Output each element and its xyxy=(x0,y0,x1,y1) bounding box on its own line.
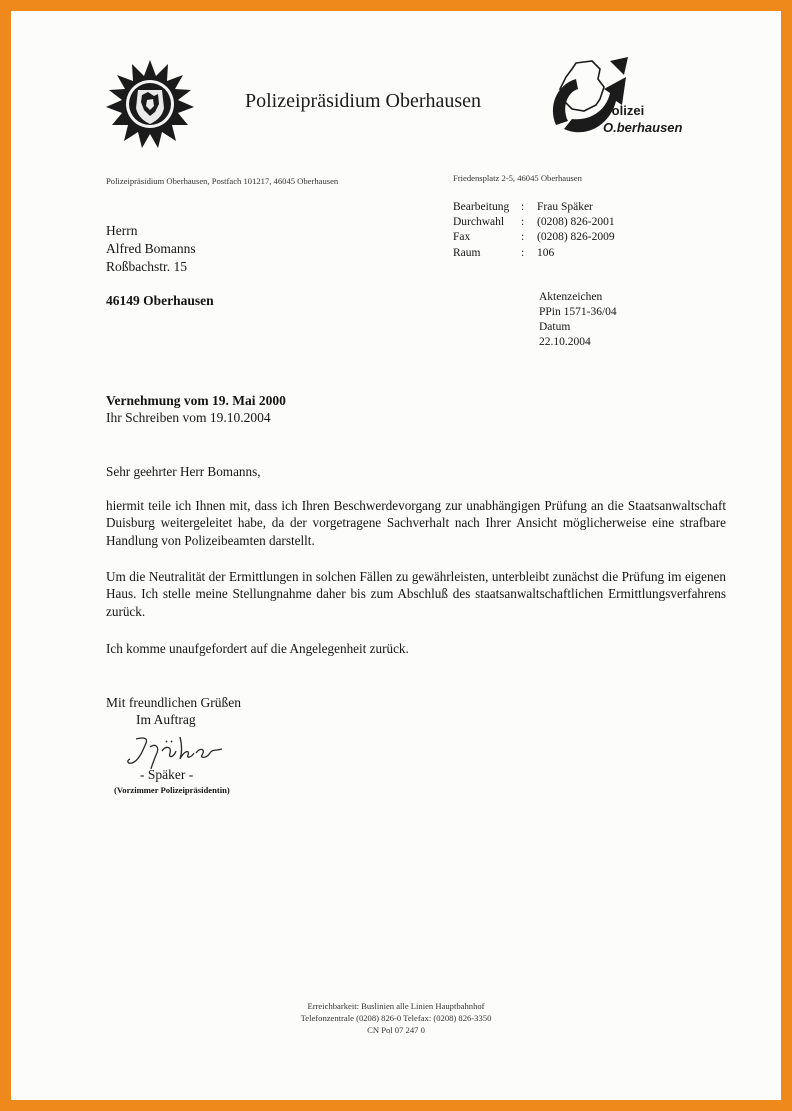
contact-row: Durchwahl : (0208) 826-2001 xyxy=(453,216,615,229)
letterhead-title: Polizeipräsidium Oberhausen xyxy=(245,90,482,112)
date-value: 22.10.2004 xyxy=(539,336,591,348)
greeting: Sehr geehrter Herr Bomanns, xyxy=(106,464,261,479)
police-star-emblem-icon xyxy=(104,58,196,150)
recipient-name: Alfred Bomanns xyxy=(106,241,196,256)
footer-line-1: Erreichbarkeit: Buslinien alle Linien Hauptbahnhof xyxy=(307,1001,485,1011)
logo-text-oberhausen: O.berhausen xyxy=(603,120,683,135)
recipient-salutation: Herrn xyxy=(106,223,138,238)
office-address: Friedensplatz 2-5, 46045 Oberhausen xyxy=(453,173,582,183)
paragraph-3: Ich komme unaufgefordert auf die Angelegenheit zurück. xyxy=(106,641,409,656)
subject-title: Vernehmung vom 19. Mai 2000 xyxy=(106,393,286,408)
sender-return-address: Polizeipräsidium Oberhausen, Postfach 101217, 46045 Oberhausen xyxy=(106,176,339,186)
contact-row: Bearbeitung : Frau Späker xyxy=(453,201,593,213)
file-number-value: PPin 1571-36/04 xyxy=(539,306,617,318)
signer-name: - Späker - xyxy=(140,767,194,782)
subject-subline: Ihr Schreiben vom 19.10.2004 xyxy=(106,410,271,425)
contact-row: Fax : (0208) 826-2009 xyxy=(453,231,615,244)
footer-line-2: Telefonzentrale (0208) 826-0 Telefax: (0208) 826-3350 xyxy=(300,1013,492,1023)
contact-row: Raum : 106 xyxy=(453,246,555,259)
date-label: Datum xyxy=(539,321,571,333)
logo-text-polizei: Polizei xyxy=(603,103,645,118)
paragraph-1: hiermit teile ich Ihnen mit, dass ich Ihren Beschwerdevorgang zur unabhängigen Prüfung an die Staatsanwaltschaft Duisburg weitergeleitet habe, da der vorgetragene Sachverhalt nach Ihrer Ansicht möglicherweise eine strafbare Handlung von Polizeibeamten darstellt. xyxy=(106,498,726,548)
paragraph-2: Um die Neutralität der Ermittlungen in solchen Fällen zu gewährleisten, unterbleibt zunächst die Prüfung im eigenen Haus. Ich stelle meine Stellungnahme daher bis zum Abschluß des staatsanwaltschaftlichen Ermittlungsverfahrens zurück. xyxy=(106,569,726,619)
file-number-label: Aktenzeichen xyxy=(539,291,603,303)
signer-role: (Vorzimmer Polizeipräsidentin) xyxy=(114,785,230,795)
handwritten-signature xyxy=(122,733,232,771)
closing-on-behalf: Im Auftrag xyxy=(136,712,196,727)
closing-regards: Mit freundlichen Grüßen xyxy=(106,695,241,710)
footer-line-3: CN Pol 07 247 0 xyxy=(367,1025,425,1035)
recipient-city: 46149 Oberhausen xyxy=(106,293,214,308)
contact-info xyxy=(453,200,615,261)
recipient-street: Roßbachstr. 15 xyxy=(106,259,187,274)
